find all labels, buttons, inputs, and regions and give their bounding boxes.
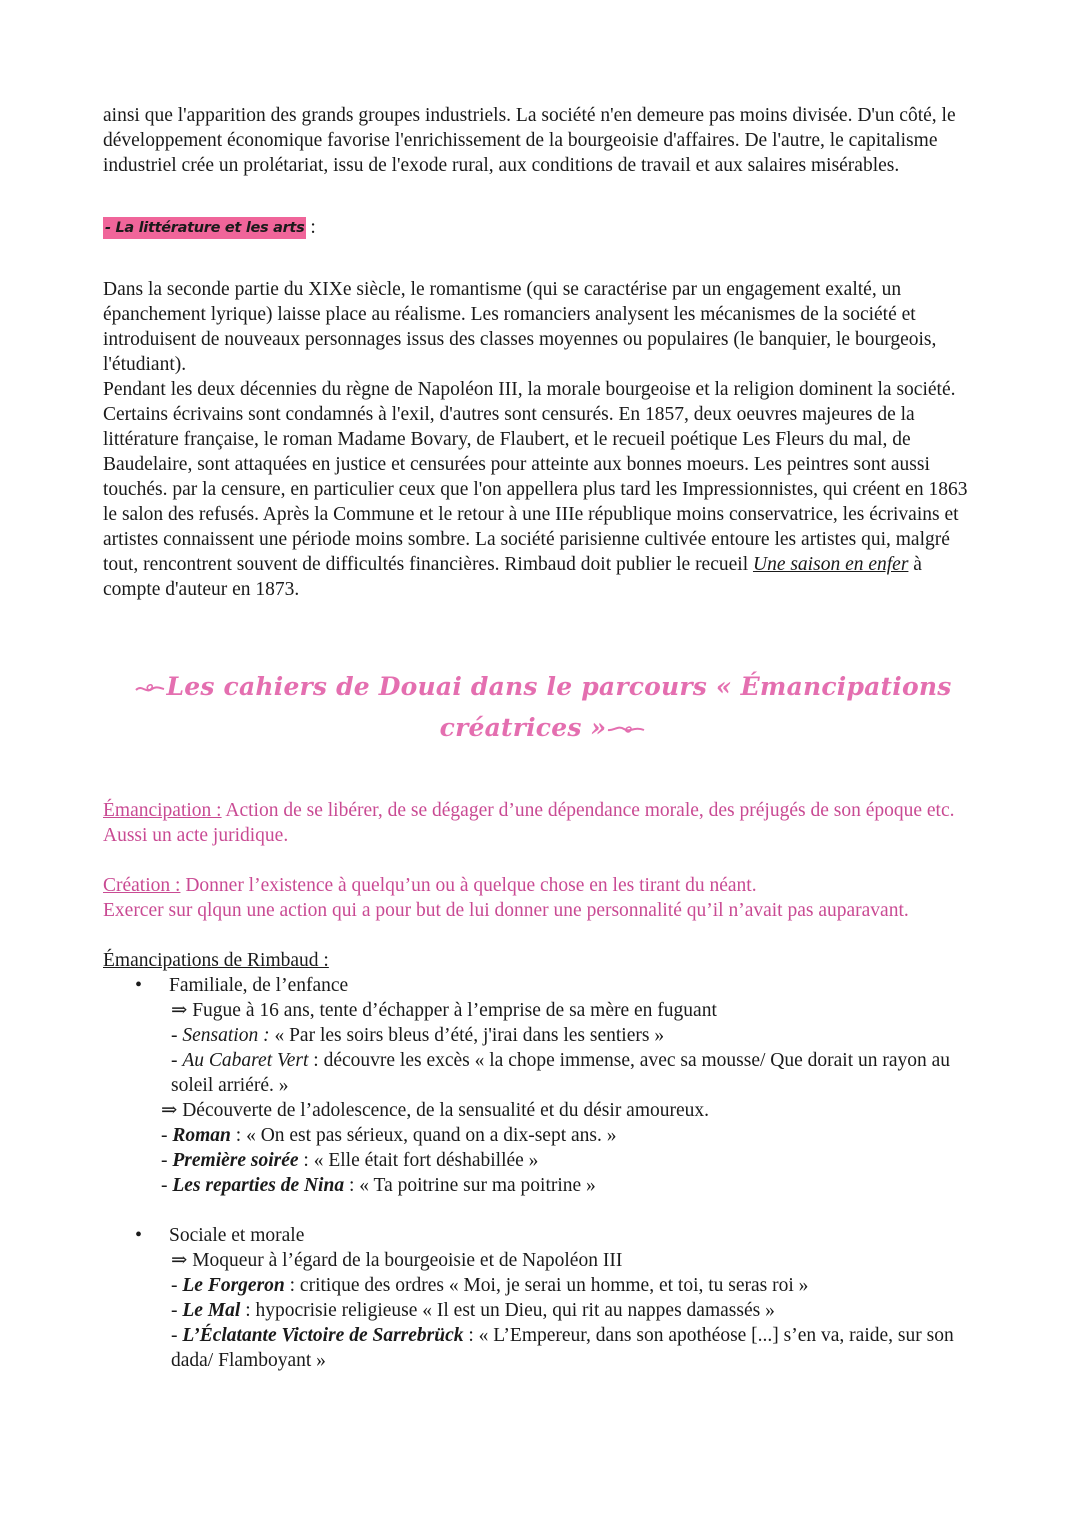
arts-paragraph-2 <box>103 377 983 602</box>
rimbaud-list <box>103 973 983 1373</box>
rimbaud-heading: Émancipations de Rimbaud : <box>103 950 329 971</box>
definition-creation <box>103 873 983 923</box>
section-title <box>103 666 983 748</box>
cabaret-line: - Au Cabaret Vert : découvre les excès « la chope immense, avec sa mousse/ Que dorait un rayon au soleil arriéré. » <box>171 1050 951 1096</box>
poem-title: Sensation : <box>182 1025 270 1046</box>
familiale-arrow-2: ⇒ Découverte de l’adolescence, de la sensualité et du désir amoureux. <box>161 1100 710 1121</box>
poem-title: Le Mal <box>182 1300 241 1321</box>
forgeron-line: - Le Forgeron : critique des ordres « Moi, je serai un homme, et toi, tu seras roi » <box>171 1275 809 1296</box>
sociale-label: Sociale et morale <box>169 1225 305 1246</box>
arts-paragraph-2-end: à compte d'auteur en 1873. <box>103 554 922 600</box>
definition-emancipation <box>103 798 983 848</box>
soiree-line: - Première soirée : « Elle était fort déshabillée » <box>161 1150 539 1171</box>
familiale-label: Familiale, de l’enfance <box>169 975 349 996</box>
victoire-line: - L’Éclatante Victoire de Sarrebrück : « L’Empereur, dans son apothéose [...] s’en va, raide, sur son dada/ Flamboyant » <box>171 1325 954 1371</box>
page-content <box>103 103 983 1373</box>
poem-title: Roman <box>172 1125 231 1146</box>
poem-title: Le Forgeron <box>182 1275 285 1296</box>
poem-title: Première soirée <box>172 1150 299 1171</box>
bullet-icon: • <box>135 974 143 996</box>
section-title-line-1 <box>103 666 983 707</box>
nina-line: - Les reparties de Nina : « Ta poitrine sur ma poitrine » <box>161 1175 596 1196</box>
definition-term: Émancipation : <box>103 800 222 821</box>
arts-heading-highlight: - La littérature et les arts <box>103 217 306 239</box>
poem-quote: : « Elle était fort déshabillée » <box>303 1150 539 1171</box>
definition-text: Action de se libérer, de se dégager d’une dépendance morale, des préjugés de son époque etc. Aussi un acte juridique. <box>103 800 955 846</box>
bullet-icon: • <box>135 1224 143 1246</box>
arts-paragraph-2-text: Pendant les deux décennies du règne de Napoléon III, la morale bourgeoise et la religion dominent la société. Certains écrivains sont condamnés à l'exil, d'autres sont censurés. En 1857, deux oeuvres majeures de la littérature française, le roman Madame Bovary, de Flaubert, et le recueil poétique Les Fleurs du mal, de Baudelaire, sont attaquées en justice et censurées pour atteinte aux bonnes moeurs. Les peintres sont aussi touchés. par la censure, en particulier ceux que l'on appellera plus tard les Impressionnistes, qui créent en 1863 le salon des refusés. Après la Commune et le retour à une IIIe république moins conservatrice, les écrivains et artistes connaissent une période moins sombre. La société parisienne cultivée entoure les artistes qui, malgré tout, rencontrent souvent de difficultés financières. Rimbaud doit publier le recueil <box>103 379 968 575</box>
poem-quote: : découvre les excès « la chope immense, avec sa mousse/ Que dorait un rayon au soleil arriéré. » <box>171 1050 951 1096</box>
swirl-right-icon <box>606 723 646 737</box>
list-item <box>103 1223 983 1373</box>
definition-term: Création : <box>103 875 181 896</box>
poem-quote: : « L’Empereur, dans son apothéose [...] s’en va, raide, sur son dada/ Flamboyant » <box>171 1325 954 1371</box>
sensation-line: - Sensation : « Par les soirs bleus d’été, j'irai dans les sentiers » <box>171 1025 665 1046</box>
section-title-line-2 <box>103 707 983 748</box>
poem-quote: « Par les soirs bleus d’été, j'irai dans les sentiers » <box>274 1025 665 1046</box>
poem-quote: : « On est pas sérieux, quand on a dix-sept ans. » <box>235 1125 617 1146</box>
sociale-arrow-1: ⇒ Moqueur à l’égard de la bourgeoisie et de Napoléon III <box>171 1250 623 1271</box>
arts-paragraph-1: Dans la seconde partie du XIXe siècle, le romantisme (qui se caractérise par un engagement exalté, un épanchement lyrique) laisse place au réalisme. Les romanciers analysent les mécanismes de la société et introduisent de nouveaux personnages issus des classes moyennes ou populaires (le banquier, le bourgeois, l'étudiant). <box>103 279 937 375</box>
poem-quote: : « Ta poitrine sur ma poitrine » <box>348 1175 596 1196</box>
poem-title: Les reparties de Nina <box>172 1175 345 1196</box>
swirl-left-icon <box>134 682 166 696</box>
definition-text-2: Exercer sur qlqun une action qui a pour but de lui donner une personnalité qu’il n’avait pas auparavant. <box>103 900 909 921</box>
poem-quote: : critique des ordres « Moi, je serai un homme, et toi, tu seras roi » <box>289 1275 809 1296</box>
definition-text: Donner l’existence à quelqu’un ou à quelque chose en les tirant du néant. <box>185 875 757 896</box>
roman-line: - Roman : « On est pas sérieux, quand on a dix-sept ans. » <box>161 1125 617 1146</box>
section-title-text-2: créatrices » <box>439 713 607 742</box>
mal-line: - Le Mal : hypocrisie religieuse « Il est un Dieu, qui rit au nappes damassés » <box>171 1300 775 1321</box>
familiale-arrow-1: ⇒ Fugue à 16 ans, tente d’échapper à l’emprise de sa mère en fuguant <box>171 1000 717 1021</box>
book-title: Une saison en enfer <box>752 554 909 575</box>
arts-heading <box>103 215 983 240</box>
intro-paragraph: ainsi que l'apparition des grands groupes industriels. La société n'en demeure pas moins divisée. D'un côté, le développement économique favorise l'enrichissement de la bourgeoisie d'affaires. De l'autre, le capitalisme industriel crée un prolétariat, issu de l'exode rural, aux conditions de travail et aux salaires misérables. <box>103 105 956 176</box>
poem-title: Au Cabaret Vert <box>182 1050 309 1071</box>
list-item <box>103 973 983 1198</box>
section-title-text-1: Les cahiers de Douai dans le parcours « Émancipations <box>166 672 952 701</box>
arts-heading-colon: : <box>310 217 316 238</box>
poem-quote: : hypocrisie religieuse « Il est un Dieu, qui rit au nappes damassés » <box>245 1300 775 1321</box>
poem-title: L’Éclatante Victoire de Sarrebrück <box>182 1325 464 1346</box>
